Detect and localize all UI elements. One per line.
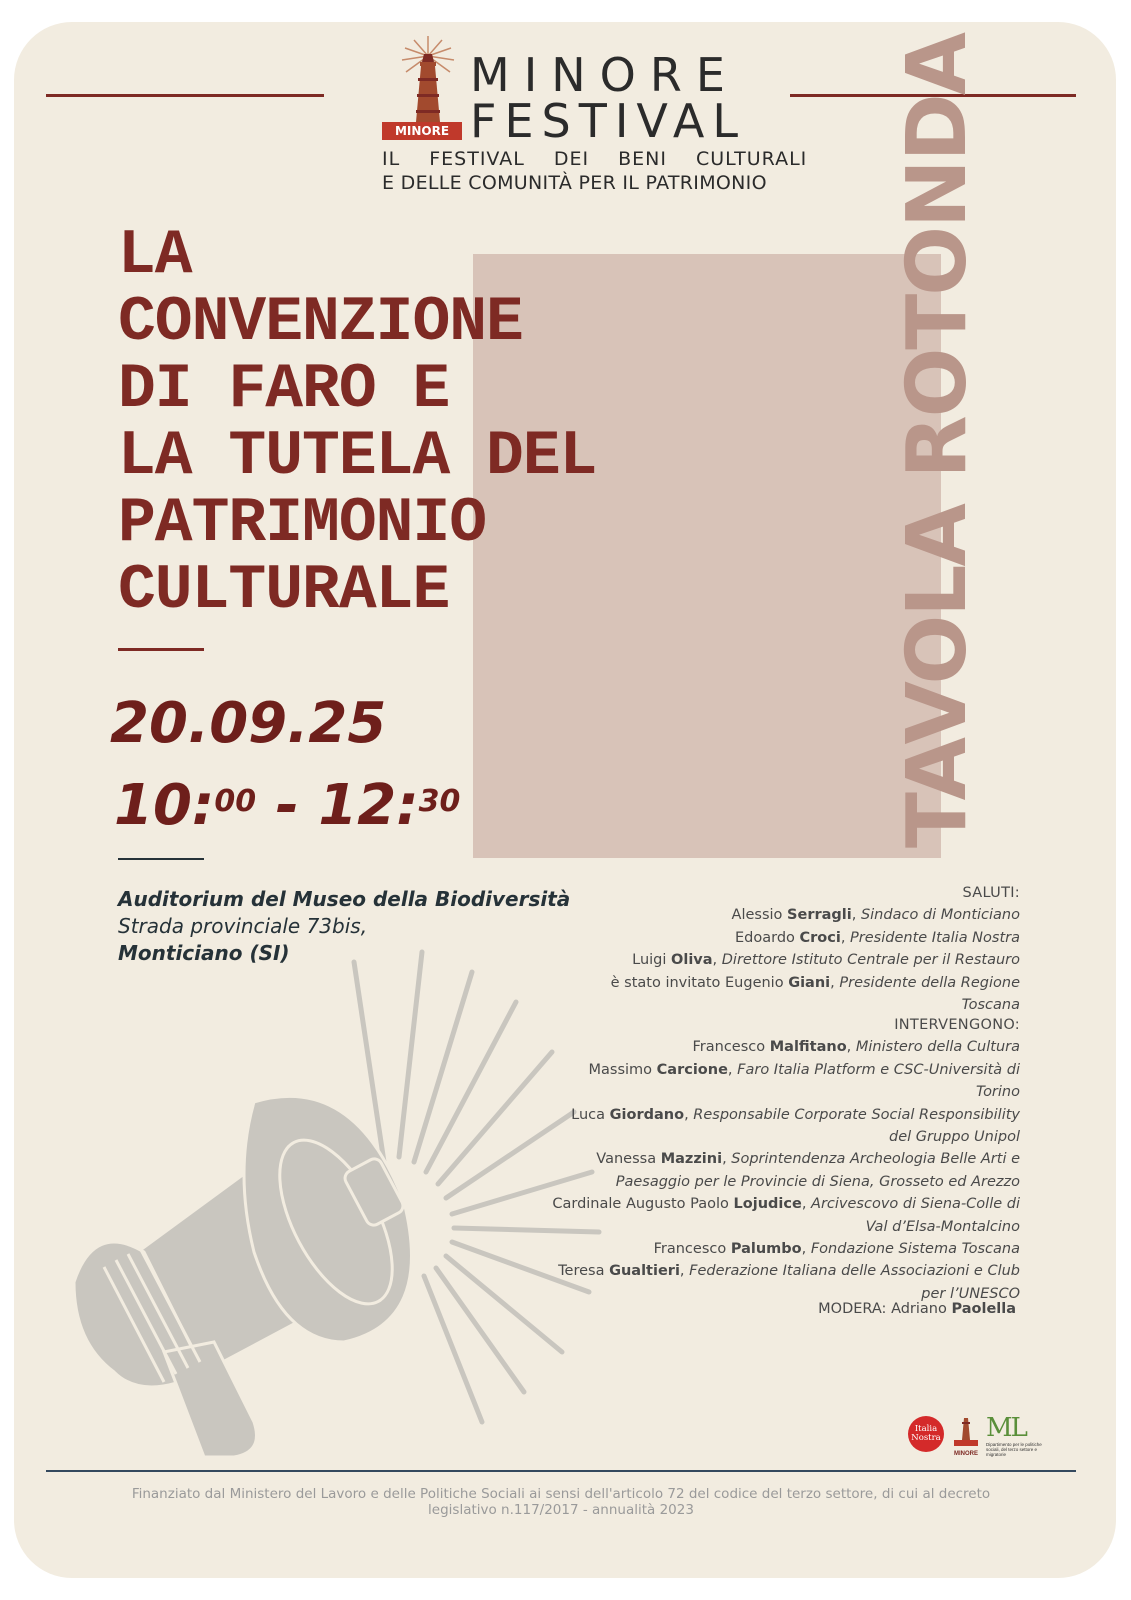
speaker: Vanessa Mazzini, Soprintendenza Archeologia Belle Arti e Paesaggio per le Provincie di Siena, Grosseto ed Arezzo [596,1151,1020,1190]
ministry-logo: ML Dipartimento per le politiche sociali, del terzo settore e migratorie [986,1413,1042,1457]
brand-subtitle-line1: IL FESTIVAL DEI BENI CULTURALI [382,148,808,170]
footer-line1: Finanziato dal Ministero del Lavoro e delle Politiche Sociali ai sensi dell'articolo 72 del codice del terzo settore, di cui al decreto [131,1486,991,1502]
moderator-name: Paolella [951,1301,1016,1317]
speaker: Luca Giordano, Responsabile Corporate Social Responsibility del Gruppo Unipol [571,1106,1020,1146]
saluti-section [550,882,1020,1016]
logo-word: MINORE [394,124,450,138]
title-line: LA TUTELA DEL [118,421,597,492]
footer-text [46,1486,1076,1518]
brand-title-line2: FESTIVAL [470,94,747,148]
event-title [118,222,596,624]
brand-subtitle-line2: E DELLE COMUNITÀ PER IL PATRIMONIO [382,172,767,194]
time-start-min: 00 [214,784,257,819]
venue-street: Strada provinciale 73bis, [118,914,368,938]
header-line-left [46,94,324,97]
speaker: Edoardo Croci, Presidente Italia Nostra [734,929,1020,946]
venue-city: Monticiano (SI) [118,941,290,965]
speaker: Francesco Malfitano, Ministero della Cultura [692,1039,1020,1056]
footer-line2: legislativo n.117/2017 - annualità 2023 [428,1502,694,1518]
speaker: è stato invitato Eugenio Giani, Presidente della Regione Toscana [610,974,1020,1014]
italia-nostra-logo: Italia Nostra [908,1416,944,1452]
speaker: Luigi Oliva, Direttore Istituto Centrale per il Restauro [632,952,1020,969]
time-start-hour: 10: [114,773,215,838]
time-end-hour: 12: [318,773,419,838]
time-end-min: 30 [418,784,461,819]
speaker: Cardinale Augusto Paolo Lojudice, Arcivescovo di Siena-Colle di Val d’Elsa-Montalcino [552,1196,1020,1235]
intervengono-heading: INTERVENGONO: [894,1017,1020,1033]
minore-logo-small: MINORE [952,1414,980,1454]
speaker: Teresa Gualtieri, Federazione Italiana delle Associazioni e Club per l’UNESCO [558,1263,1020,1302]
divider [118,858,204,860]
lighthouse-icon [380,34,466,142]
title-line: LA [118,220,192,291]
venue-name: Auditorium del Museo della Biodiversità [118,887,571,911]
moderator: MODERA: Adriano Paolella [818,1301,1016,1317]
category-label: TAVOLA ROTONDA [890,33,985,848]
event-date: 20.09.25 [110,691,387,756]
title-line: PATRIMONIO [118,488,487,559]
footer-line [46,1470,1076,1472]
speaker: Alessio Serragli, Sindaco di Monticiano [731,907,1020,924]
poster [14,22,1116,1578]
speaker: Francesco Palumbo, Fondazione Sistema Toscana [653,1241,1020,1258]
speaker: Massimo Carcione, Faro Italia Platform e CSC-Università di Torino [588,1061,1020,1101]
moderator-label: MODERA: [818,1301,892,1317]
megaphone-icon [54,922,634,1462]
event-time [114,773,461,838]
title-line: DI FARO E [118,354,450,425]
saluti-heading: SALUTI: [962,885,1020,901]
brand-title-line1: MINORE [470,48,739,102]
divider [118,648,204,651]
intervengono-section [550,1014,1020,1305]
title-line: CULTURALE [118,555,450,626]
title-line: CONVENZIONE [118,287,523,358]
time-separator: - [256,773,319,838]
